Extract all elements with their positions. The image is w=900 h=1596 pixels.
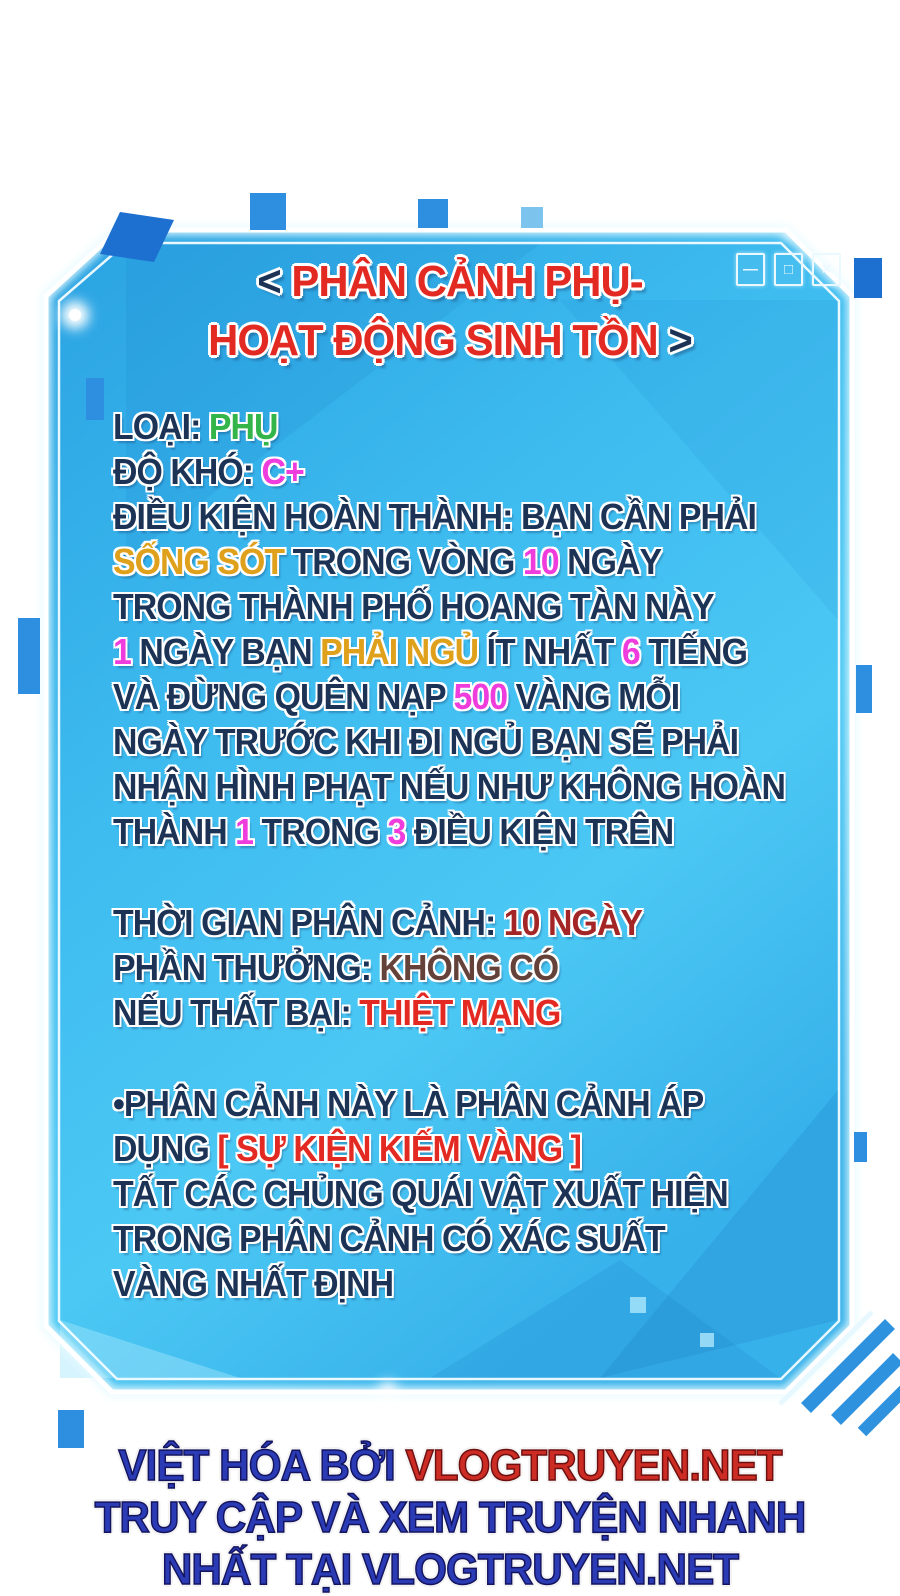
text-segment: PHẢI NGỦ xyxy=(320,631,479,672)
text-segment: 10 NGÀY xyxy=(503,902,642,943)
text-segment: NGÀY BẠN xyxy=(130,631,321,672)
text-segment: VÀ ĐỪNG QUÊN NẠP xyxy=(113,676,454,717)
text-segment: TRONG PHÂN CẢNH CÓ XÁC SUẤT xyxy=(113,1218,665,1259)
text-line xyxy=(113,764,785,809)
text-segment: PHẦN THƯỞNG: xyxy=(113,947,380,988)
text-segment: VÀNG MỖI xyxy=(507,676,680,717)
text-segment: TẤT CÁC CHỦNG QUÁI VẬT XUẤT HIỆN xyxy=(113,1173,728,1214)
text-segment: [ SỰ KIỆN KIẾM VÀNG ] xyxy=(217,1128,582,1169)
translator-footer xyxy=(0,1440,900,1596)
text-segment: •PHÂN CẢNH NÀY LÀ PHÂN CẢNH ÁP xyxy=(113,1083,704,1124)
text-line xyxy=(18,1492,882,1544)
deco-square xyxy=(18,618,40,694)
text-line xyxy=(113,584,771,629)
text-line xyxy=(113,449,771,494)
text-segment: C+ xyxy=(261,451,304,492)
text-line xyxy=(80,252,821,311)
deco-square xyxy=(854,258,882,298)
deco-square xyxy=(521,207,543,228)
text-line xyxy=(113,629,771,674)
text-line xyxy=(18,1544,882,1596)
text-segment: NGÀY TRƯỚC KHI ĐI NGỦ BẠN SẼ PHẢI xyxy=(113,721,739,762)
text-line xyxy=(113,809,771,854)
text-segment: NẾU THẤT BẠI: xyxy=(113,992,360,1033)
text-line xyxy=(80,311,821,370)
line-gap xyxy=(113,1035,771,1081)
text-segment: 6 xyxy=(621,631,640,672)
text-segment: HOẠT ĐỘNG SINH TỒN xyxy=(208,316,658,365)
text-line xyxy=(113,404,771,449)
deco-square xyxy=(86,378,104,420)
deco-square xyxy=(854,1132,867,1162)
text-segment: SỐNG SÓT xyxy=(113,541,285,582)
text-segment: THIỆT MẠNG xyxy=(359,992,561,1033)
text-segment: VÀNG NHẤT ĐỊNH xyxy=(113,1263,394,1304)
deco-square xyxy=(250,193,286,230)
close-icon: ✕ xyxy=(820,261,833,278)
text-segment: NHẬN HÌNH PHẠT NẾU NHƯ KHÔNG HOÀN xyxy=(113,766,785,807)
text-segment: 1 xyxy=(113,631,131,672)
quest-title xyxy=(60,252,840,370)
text-segment: < xyxy=(257,257,292,306)
text-line xyxy=(113,990,771,1035)
text-segment: DỤNG xyxy=(113,1128,218,1169)
text-segment: ĐIỀU KIỆN TRÊN xyxy=(405,811,674,852)
text-segment: PHÂN CẢNH PHỤ- xyxy=(291,257,643,306)
text-segment: NHẤT TẠI VLOGTRUYEN.NET xyxy=(161,1545,739,1594)
text-line xyxy=(113,1261,771,1306)
text-segment: TIẾNG xyxy=(639,631,747,672)
text-line xyxy=(113,1081,771,1126)
text-segment: 3 xyxy=(387,811,406,852)
text-segment: VLOGTRUYEN.NET xyxy=(405,1441,782,1490)
text-segment: NGÀY xyxy=(558,541,662,582)
text-line xyxy=(113,674,771,719)
line-gap xyxy=(113,854,771,900)
text-line xyxy=(113,1126,771,1171)
text-line xyxy=(113,900,771,945)
deco-square xyxy=(856,665,872,713)
text-line xyxy=(113,719,771,764)
text-segment: TRONG VÒNG xyxy=(284,541,523,582)
text-segment: 10 xyxy=(522,541,559,582)
text-segment: ÍT NHẤT xyxy=(478,631,622,672)
text-segment: 1 xyxy=(235,811,254,852)
text-segment: > xyxy=(657,316,692,365)
text-segment: TRONG THÀNH PHỐ HOANG TÀN NÀY xyxy=(113,586,714,627)
text-segment: 500 xyxy=(453,676,508,717)
text-segment: THỜI GIAN PHÂN CẢNH: xyxy=(113,902,504,943)
text-line xyxy=(113,539,771,584)
text-segment: VIỆT HÓA BỞI xyxy=(118,1441,406,1490)
text-line xyxy=(113,494,771,539)
text-line xyxy=(113,945,771,990)
maximize-icon: □ xyxy=(783,261,794,278)
text-line xyxy=(113,1171,771,1216)
text-segment: LOẠI: xyxy=(113,406,209,447)
text-segment: TRUY CẬP VÀ XEM TRUYỆN NHANH xyxy=(94,1493,806,1542)
text-segment: THÀNH xyxy=(113,811,236,852)
text-line xyxy=(18,1440,882,1492)
deco-square xyxy=(418,199,448,228)
text-segment: ĐIỀU KIỆN HOÀN THÀNH: BẠN CẦN PHẢI xyxy=(113,496,756,537)
text-segment: ĐỘ KHÓ: xyxy=(113,451,262,492)
minimize-icon: — xyxy=(743,261,758,278)
text-line xyxy=(113,1216,771,1261)
text-segment: TRONG xyxy=(253,811,388,852)
text-segment: PHỤ xyxy=(208,406,278,447)
text-segment: KHÔNG CÓ xyxy=(379,947,559,988)
quest-body-text xyxy=(113,404,813,1306)
